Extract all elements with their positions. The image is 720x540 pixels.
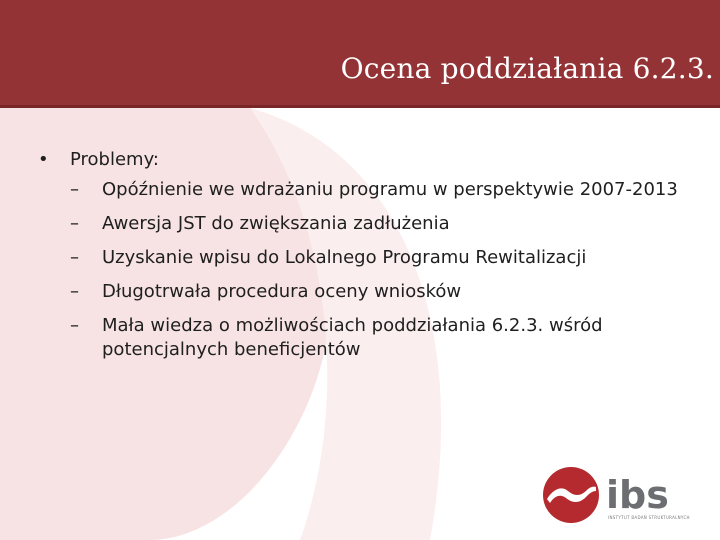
svg-text:ibs: ibs — [606, 476, 669, 514]
sub-bullet — [38, 314, 688, 362]
dash-marker: – — [70, 247, 79, 268]
ibs-logo — [542, 466, 692, 528]
sub-bullet-text: Opóźnienie we wdrażaniu programu w perspektywie 2007-2013 — [102, 179, 678, 200]
ibs-logo-wordmark — [606, 476, 686, 514]
sub-bullet-text: Uzyskanie wpisu do Lokalnego Programu Rewitalizacji — [102, 247, 587, 268]
sub-bullet-text: Awersja JST do zwiększania zadłużenia — [102, 213, 450, 234]
title-bar-rule — [0, 105, 720, 108]
slide-title: Ocena poddziałania 6.2.3. — [340, 52, 714, 85]
sub-bullet-text: Długotrwała procedura oceny wniosków — [102, 281, 462, 302]
sub-bullet-list — [38, 178, 688, 362]
dash-marker: – — [70, 315, 79, 336]
ibs-logo-mark-icon — [542, 466, 600, 524]
sub-bullet — [38, 178, 688, 202]
title-bar — [0, 0, 720, 105]
sub-bullet — [38, 246, 688, 270]
sub-bullet — [38, 212, 688, 236]
ibs-logo-tagline: INSTYTUT BADAŃ STRUKTURALNYCH — [608, 515, 690, 520]
bullet-marker: • — [38, 149, 49, 170]
dash-marker: – — [70, 213, 79, 234]
sub-bullet-text: Mała wiedza o możliwościach poddziałania 6.2.3. wśród potencjalnych beneficjentów — [102, 315, 603, 360]
main-bullet — [38, 148, 688, 172]
main-bullet-text: Problemy: — [70, 149, 159, 170]
dash-marker: – — [70, 281, 79, 302]
sub-bullet — [38, 280, 688, 304]
dash-marker: – — [70, 179, 79, 200]
slide-content — [38, 148, 688, 372]
